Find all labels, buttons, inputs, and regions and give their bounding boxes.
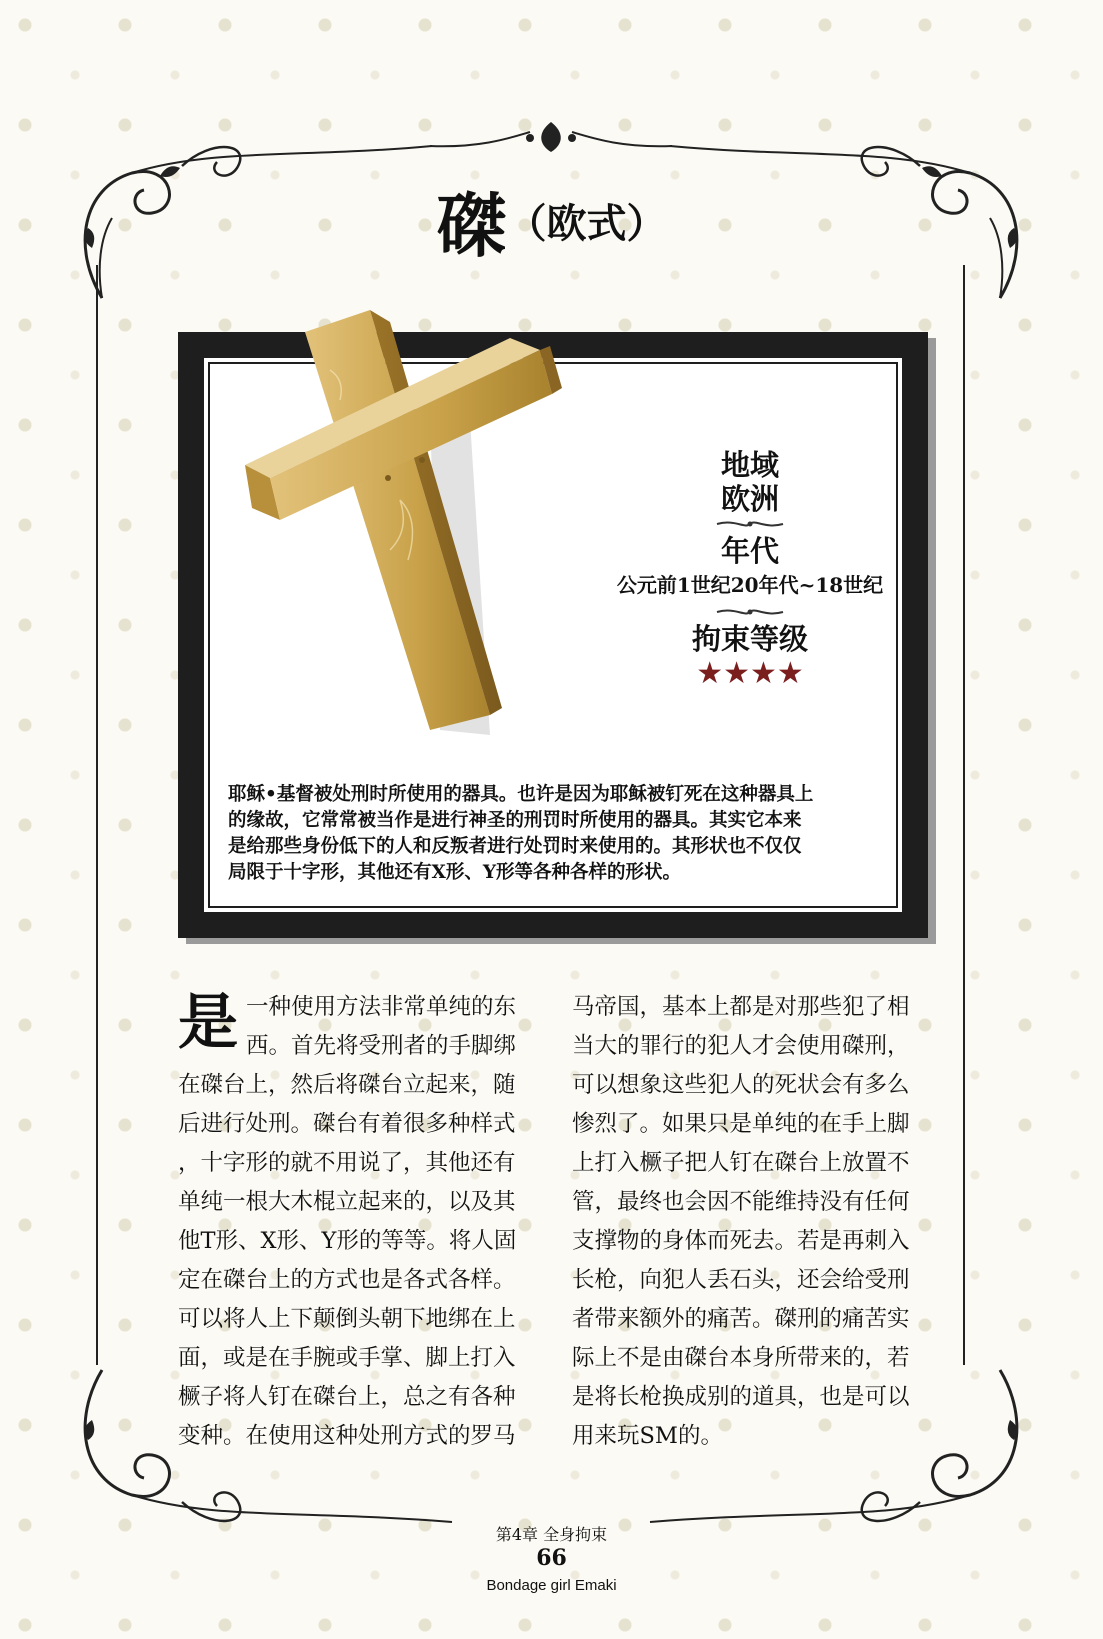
desc-line: 耶稣•基督被处刑时所使用的器具。也许是因为耶稣被钉死在这种器具上 [228,784,814,805]
body-line: 他T形、X形、Y形的等等。将人固 [178,1228,517,1254]
body-line: 长枪，向犯人丢石头，还会给受刑 [572,1267,910,1293]
body-line: 后进行处刑。磔台有着很多种样式 [178,1111,516,1137]
page-number: 66 [536,1545,567,1571]
title-suffix: （欧式） [506,200,667,247]
body-line: 马帝国，基本上都是对那些犯了相 [572,994,910,1020]
body-line: 橛子将人钉在磔台上，总之有各种 [178,1384,516,1410]
info-panel [560,448,940,692]
card-description [228,782,878,886]
era-value: 公元前1世纪20年代~18世纪 [616,573,884,597]
body-line: 在磔台上，然后将磔台立起来，随 [178,1072,516,1098]
body-line: 面，或是在手腕或手掌、脚上打入 [178,1345,516,1371]
divider-flourish-icon [560,604,940,622]
body-line: 西。首先将受刑者的手脚绑 [246,1033,517,1059]
drop-cap: 是 [178,988,238,1058]
restraint-label: 拘束等级 [691,622,808,656]
region-label: 地域 [720,448,779,482]
page-title [0,170,1103,271]
body-line: 可以将人上下颠倒头朝下地绑在上 [178,1306,516,1332]
body-line: 当大的罪行的犯人才会使用磔刑， [572,1033,910,1059]
body-line: 用来玩SM的。 [572,1423,723,1449]
desc-line: 是给那些身份低下的人和反叛者进行处罚时来使用的。其形状也不仅仅 [228,836,802,857]
body-line: ，十字形的就不用说了，其他还有 [178,1150,516,1176]
top-center-flourish-icon [420,118,682,158]
era-label: 年代 [720,534,779,568]
body-line: 支撑物的身体而死去。若是再刺入 [572,1228,910,1254]
body-line: 惨烈了。如果只是单纯的在手上脚 [572,1111,910,1137]
desc-line: 局限于十字形，其他还有X形、Y形等各种各样的形状。 [228,862,682,883]
chapter-label: 第4章 全身拘束 [495,1525,608,1544]
body-line: 是将长枪换成别的道具，也是可以 [572,1384,910,1410]
body-line: 际上不是由磔台本身所带来的，若 [572,1345,910,1371]
body-line: 变种。在使用这种处刑方式的罗马 [178,1423,516,1449]
frame-right-line [963,265,965,1365]
restraint-stars: ★★★★ [696,656,804,691]
body-line: 管，最终也会因不能维持没有任何 [572,1189,910,1215]
body-column-1 [178,988,550,1456]
title-main: 磔 [436,184,507,267]
body-column-2 [572,988,944,1456]
body-line: 一种使用方法非常单纯的东 [246,994,517,1020]
cross-illustration-icon [240,310,570,760]
book-title: Bondage girl Emaki [486,1577,617,1594]
body-line: 者带来额外的痛苦。磔刑的痛苦实 [572,1306,910,1332]
body-line: 可以想象这些犯人的死状会有多么 [572,1072,910,1098]
desc-line: 的缘故，它常常被当作是进行神圣的刑罚时所使用的器具。其实它本来 [228,810,802,831]
frame-left-line [96,265,98,1365]
body-line: 上打入橛子把人钉在磔台上放置不 [572,1150,910,1176]
body-line: 单纯一根大木棍立起来的，以及其 [178,1189,516,1215]
body-line: 定在磔台上的方式也是各式各样。 [178,1267,516,1293]
divider-flourish-icon [560,516,940,534]
region-value: 欧洲 [720,482,779,516]
